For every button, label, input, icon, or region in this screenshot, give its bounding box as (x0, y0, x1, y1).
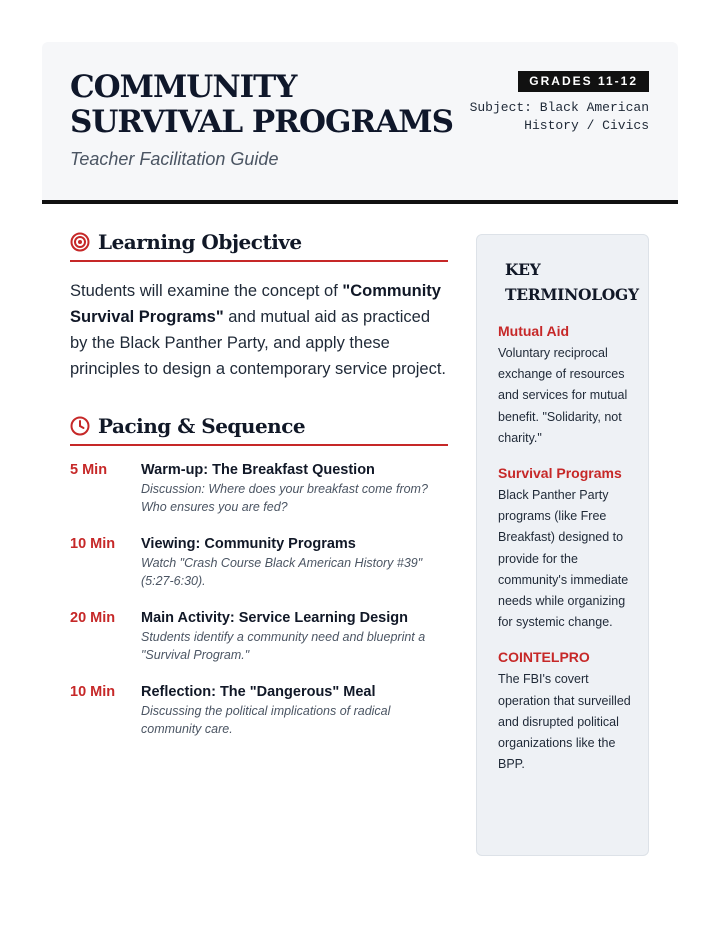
pacing-item-title: Warm-up: The Breakfast Question (141, 462, 375, 478)
term-name: Mutual Aid (498, 323, 570, 339)
objective-heading (70, 230, 448, 262)
grade-badge: GRADES 11-12 (518, 71, 649, 92)
term-name: COINTELPRO (498, 649, 590, 666)
pacing-time: 5 Min (70, 462, 108, 478)
term-definition: Black Panther Party programs (like Free Breakfast) designed to provide for the community's immediate needs while organizing for systemic change. (498, 488, 629, 630)
target-icon (70, 232, 90, 252)
pacing-item (70, 682, 448, 738)
header-divider (42, 200, 678, 204)
pacing-item-title: Viewing: Community Programs (141, 536, 356, 552)
pacing-item-desc: Students identify a community need and blueprint a "Survival Program." (141, 630, 426, 662)
terminology-sidebar (476, 234, 649, 856)
pacing-item (70, 460, 448, 516)
term-item (498, 463, 634, 633)
objective-text-start: Students will examine the concept of (70, 282, 343, 300)
pacing-item-title: Reflection: The "Dangerous" Meal (141, 684, 376, 700)
pacing-item-desc: Discussion: Where does your breakfast come from? Who ensures you are fed? (141, 482, 428, 514)
terminology-title: KEY TERMINOLOGY (505, 260, 639, 304)
clock-icon (70, 416, 90, 436)
objective-text-bold: "Community Survival Programs" (70, 282, 441, 326)
term-definition: The FBI's covert operation that surveilled and disrupted political organizations like the BPP. (498, 672, 631, 772)
page-subtitle: Teacher Facilitation Guide (70, 149, 279, 169)
pacing-item-title: Main Activity: Service Learning Design (141, 610, 408, 626)
term-item (498, 321, 634, 449)
pacing-time: 10 Min (70, 684, 116, 700)
objective-text-end: and mutual aid as practiced by the Black Panther Party, and apply these principles to design a contemporary service project. (70, 308, 447, 378)
term-name: Survival Programs (498, 465, 622, 482)
header (42, 42, 678, 202)
term-item (498, 647, 634, 775)
pacing-item (70, 608, 448, 664)
term-definition: Voluntary reciprocal exchange of resources and services for mutual benefit. "Solidarity, not charity." (498, 346, 628, 445)
pacing-time: 20 Min (70, 610, 116, 626)
pacing-title: Pacing & Sequence (98, 414, 306, 438)
pacing-time: 10 Min (70, 536, 116, 552)
pacing-item (70, 534, 448, 590)
pacing-item-desc: Discussing the political implications of radical community care. (141, 704, 391, 736)
page-title: COMMUNITY SURVIVAL PROGRAMS (70, 69, 453, 140)
objective-title: Learning Objective (98, 230, 302, 254)
pacing-heading (70, 414, 448, 446)
pacing-list (70, 460, 448, 738)
pacing-item-desc: Watch "Crash Course Black American History #39" (5:27-6:30). (141, 556, 423, 588)
main-content (70, 230, 448, 756)
objective-text (70, 278, 448, 382)
subject-label: Subject: Black American History / Civics (469, 100, 649, 133)
